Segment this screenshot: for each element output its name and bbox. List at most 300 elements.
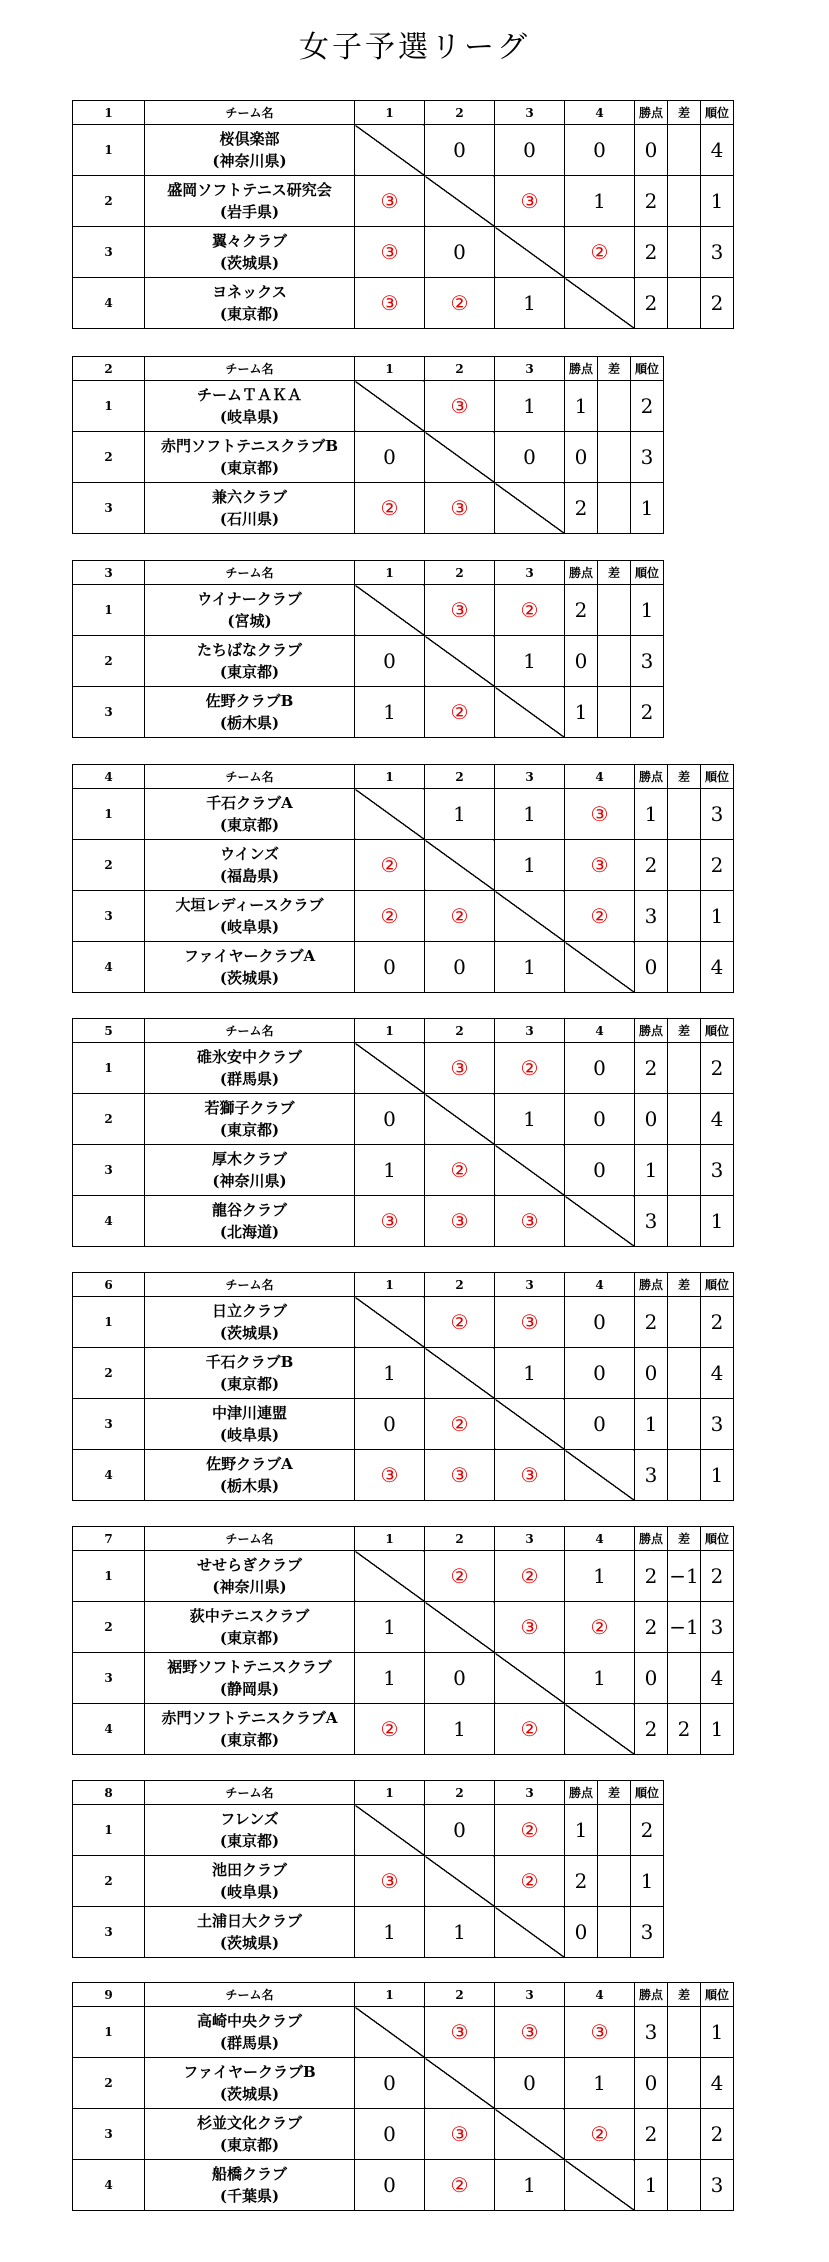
team-prefecture: (岐阜県) bbox=[219, 1426, 280, 1444]
team-number: 3 bbox=[73, 687, 145, 738]
diff-value: −1 bbox=[668, 1602, 701, 1653]
opponent-column-header: 1 bbox=[355, 1273, 425, 1297]
points-value: 2 bbox=[565, 483, 598, 534]
table-row bbox=[73, 176, 734, 227]
team-cell bbox=[145, 1348, 355, 1399]
team-name: せせらぎクラブ bbox=[196, 1556, 302, 1574]
league-table-group-8 bbox=[72, 1780, 664, 1958]
opponent-column-header: 4 bbox=[565, 765, 635, 789]
group-label: 4 bbox=[73, 765, 145, 789]
match-score-win: ③ bbox=[495, 1602, 565, 1653]
rank-value: 1 bbox=[701, 1704, 734, 1755]
diff-header: 差 bbox=[668, 101, 701, 125]
rank-value: 3 bbox=[701, 2160, 734, 2211]
rank-header: 順位 bbox=[631, 1781, 664, 1805]
table-row bbox=[73, 1196, 734, 1247]
match-score: 1 bbox=[565, 1551, 635, 1602]
opponent-column-header: 2 bbox=[425, 561, 495, 585]
team-cell bbox=[145, 1907, 355, 1958]
points-value: 3 bbox=[635, 891, 668, 942]
opponent-column-header: 2 bbox=[425, 101, 495, 125]
team-cell bbox=[145, 2058, 355, 2109]
rank-header: 順位 bbox=[701, 1527, 734, 1551]
table-row bbox=[73, 1907, 664, 1958]
opponent-column-header: 4 bbox=[565, 1983, 635, 2007]
match-score: 0 bbox=[425, 227, 495, 278]
team-number: 1 bbox=[73, 789, 145, 840]
team-prefecture: (神奈川県) bbox=[212, 152, 287, 170]
table-row bbox=[73, 1704, 734, 1755]
diff-header: 差 bbox=[668, 1273, 701, 1297]
team-number: 3 bbox=[73, 1907, 145, 1958]
points-value: 0 bbox=[565, 636, 598, 687]
self-match-diagonal bbox=[355, 1297, 425, 1348]
team-cell bbox=[145, 176, 355, 227]
self-match-diagonal bbox=[565, 2160, 635, 2211]
opponent-column-header: 3 bbox=[495, 1527, 565, 1551]
match-score-win: ③ bbox=[495, 176, 565, 227]
diff-value: −1 bbox=[668, 1551, 701, 1602]
opponent-column-header: 4 bbox=[565, 101, 635, 125]
team-prefecture: (岩手県) bbox=[219, 203, 280, 221]
team-prefecture: (北海道) bbox=[219, 1223, 280, 1241]
match-score-win: ② bbox=[355, 483, 425, 534]
team-name: 若獅子クラブ bbox=[204, 1099, 295, 1117]
team-name: 赤門ソフトテニスクラブA bbox=[161, 1709, 338, 1727]
rank-value: 4 bbox=[701, 1348, 734, 1399]
self-match-diagonal bbox=[425, 840, 495, 891]
team-cell bbox=[145, 687, 355, 738]
header-row bbox=[73, 1527, 734, 1551]
diff-value bbox=[668, 125, 701, 176]
points-value: 1 bbox=[635, 789, 668, 840]
points-value: 2 bbox=[635, 1602, 668, 1653]
match-score-win: ③ bbox=[355, 227, 425, 278]
diff-value bbox=[668, 1297, 701, 1348]
team-number: 4 bbox=[73, 278, 145, 329]
team-prefecture: (東京都) bbox=[219, 459, 280, 477]
match-score-win: ③ bbox=[565, 789, 635, 840]
points-value: 0 bbox=[565, 1907, 598, 1958]
match-score-win: ③ bbox=[565, 840, 635, 891]
opponent-column-header: 3 bbox=[495, 1781, 565, 1805]
diff-value bbox=[668, 840, 701, 891]
opponent-column-header: 3 bbox=[495, 1983, 565, 2007]
team-name: 日立クラブ bbox=[211, 1302, 287, 1320]
points-value: 2 bbox=[635, 1043, 668, 1094]
diff-value bbox=[598, 585, 631, 636]
team-name-header: チーム名 bbox=[145, 1527, 355, 1551]
team-cell bbox=[145, 891, 355, 942]
points-value: 0 bbox=[635, 125, 668, 176]
rank-value: 4 bbox=[701, 1653, 734, 1704]
team-prefecture: (岐阜県) bbox=[219, 1883, 280, 1901]
team-cell bbox=[145, 1145, 355, 1196]
table-row bbox=[73, 125, 734, 176]
self-match-diagonal bbox=[355, 381, 425, 432]
team-name: 翼々クラブ bbox=[211, 232, 287, 250]
diff-value bbox=[668, 789, 701, 840]
table-row bbox=[73, 1043, 734, 1094]
points-value: 1 bbox=[565, 687, 598, 738]
match-score-win: ③ bbox=[425, 1196, 495, 1247]
table-row bbox=[73, 636, 664, 687]
diff-header: 差 bbox=[598, 357, 631, 381]
points-header: 勝点 bbox=[635, 1273, 668, 1297]
diff-value bbox=[668, 1145, 701, 1196]
match-score-win: ③ bbox=[355, 1196, 425, 1247]
team-name: ウイナークラブ bbox=[197, 590, 302, 608]
match-score-win: ③ bbox=[355, 176, 425, 227]
team-cell bbox=[145, 1551, 355, 1602]
rank-header: 順位 bbox=[701, 1983, 734, 2007]
points-value: 1 bbox=[565, 381, 598, 432]
team-number: 3 bbox=[73, 2109, 145, 2160]
rank-header: 順位 bbox=[701, 765, 734, 789]
header-row bbox=[73, 357, 664, 381]
match-score-win: ③ bbox=[565, 2007, 635, 2058]
group-label: 9 bbox=[73, 1983, 145, 2007]
team-cell bbox=[145, 1196, 355, 1247]
team-name: 佐野クラブA bbox=[206, 1455, 293, 1473]
team-number: 2 bbox=[73, 1094, 145, 1145]
points-value: 1 bbox=[565, 1805, 598, 1856]
team-prefecture: (茨城県) bbox=[219, 2085, 280, 2103]
team-prefecture: (東京都) bbox=[219, 2136, 280, 2154]
match-score-win: ③ bbox=[425, 585, 495, 636]
rank-value: 1 bbox=[631, 483, 664, 534]
team-number: 1 bbox=[73, 1805, 145, 1856]
team-number: 3 bbox=[73, 1399, 145, 1450]
match-score-win: ③ bbox=[425, 1043, 495, 1094]
team-name: 裾野ソフトテニスクラブ bbox=[167, 1658, 332, 1676]
match-score: 0 bbox=[355, 1399, 425, 1450]
team-cell bbox=[145, 278, 355, 329]
team-name: 千石クラブB bbox=[205, 1353, 294, 1371]
match-score: 0 bbox=[495, 432, 565, 483]
rank-value: 4 bbox=[701, 2058, 734, 2109]
league-table-group-3 bbox=[72, 560, 664, 738]
table-row bbox=[73, 1297, 734, 1348]
match-score: 0 bbox=[495, 125, 565, 176]
group-label: 7 bbox=[73, 1527, 145, 1551]
match-score: 0 bbox=[565, 1399, 635, 1450]
diff-value bbox=[668, 1094, 701, 1145]
team-name-header: チーム名 bbox=[145, 1983, 355, 2007]
diff-value bbox=[668, 176, 701, 227]
team-name: 大垣レディースクラブ bbox=[175, 896, 324, 914]
rank-value: 2 bbox=[631, 381, 664, 432]
match-score-win: ② bbox=[495, 1551, 565, 1602]
team-prefecture: (神奈川県) bbox=[212, 1172, 287, 1190]
match-score: 0 bbox=[355, 942, 425, 993]
self-match-diagonal bbox=[495, 1907, 565, 1958]
self-match-diagonal bbox=[355, 789, 425, 840]
group-label: 6 bbox=[73, 1273, 145, 1297]
rank-value: 2 bbox=[701, 2109, 734, 2160]
match-score-win: ② bbox=[495, 585, 565, 636]
team-cell bbox=[145, 1704, 355, 1755]
match-score-win: ③ bbox=[425, 2109, 495, 2160]
match-score: 1 bbox=[495, 840, 565, 891]
team-number: 4 bbox=[73, 1196, 145, 1247]
points-header: 勝点 bbox=[565, 1781, 598, 1805]
team-name: 千石クラブA bbox=[206, 794, 293, 812]
self-match-diagonal bbox=[425, 1348, 495, 1399]
self-match-diagonal bbox=[355, 585, 425, 636]
team-name-header: チーム名 bbox=[145, 101, 355, 125]
team-name-header: チーム名 bbox=[145, 1273, 355, 1297]
points-value: 3 bbox=[635, 2007, 668, 2058]
rank-value: 3 bbox=[701, 1145, 734, 1196]
match-score-win: ③ bbox=[425, 483, 495, 534]
opponent-column-header: 4 bbox=[565, 1019, 635, 1043]
team-prefecture: (静岡県) bbox=[219, 1680, 280, 1698]
rank-value: 2 bbox=[631, 1805, 664, 1856]
match-score: 0 bbox=[355, 2160, 425, 2211]
team-prefecture: (福島県) bbox=[219, 867, 280, 885]
team-cell bbox=[145, 942, 355, 993]
points-value: 1 bbox=[635, 2160, 668, 2211]
opponent-column-header: 2 bbox=[425, 357, 495, 381]
rank-value: 3 bbox=[701, 1399, 734, 1450]
opponent-column-header: 1 bbox=[355, 101, 425, 125]
diff-header: 差 bbox=[668, 1019, 701, 1043]
diff-value bbox=[668, 1399, 701, 1450]
team-name: 桜倶楽部 bbox=[219, 130, 280, 148]
team-name: 赤門ソフトテニスクラブB bbox=[160, 437, 339, 455]
league-table-group-9 bbox=[72, 1982, 734, 2211]
header-row bbox=[73, 561, 664, 585]
match-score-win: ② bbox=[565, 891, 635, 942]
team-name-header: チーム名 bbox=[145, 1781, 355, 1805]
self-match-diagonal bbox=[565, 1450, 635, 1501]
points-header: 勝点 bbox=[565, 357, 598, 381]
diff-value bbox=[668, 1653, 701, 1704]
team-prefecture: (群馬県) bbox=[219, 2034, 280, 2052]
team-number: 1 bbox=[73, 125, 145, 176]
match-score-win: ② bbox=[495, 1856, 565, 1907]
rank-value: 1 bbox=[701, 176, 734, 227]
team-prefecture: (岐阜県) bbox=[219, 408, 280, 426]
self-match-diagonal bbox=[565, 1196, 635, 1247]
team-name: 盛岡ソフトテニス研究会 bbox=[167, 181, 332, 199]
team-prefecture: (神奈川県) bbox=[212, 1578, 287, 1596]
match-score: 1 bbox=[495, 789, 565, 840]
rank-header: 順位 bbox=[631, 357, 664, 381]
team-prefecture: (東京都) bbox=[219, 1832, 280, 1850]
team-prefecture: (宮城) bbox=[227, 612, 272, 630]
opponent-column-header: 2 bbox=[425, 1273, 495, 1297]
team-cell bbox=[145, 381, 355, 432]
team-prefecture: (東京都) bbox=[219, 305, 280, 323]
team-name: 高崎中央クラブ bbox=[196, 2012, 302, 2030]
rank-value: 2 bbox=[701, 1297, 734, 1348]
diff-value bbox=[598, 687, 631, 738]
match-score: 1 bbox=[495, 636, 565, 687]
diff-header: 差 bbox=[668, 1527, 701, 1551]
table-row bbox=[73, 381, 664, 432]
opponent-column-header: 1 bbox=[355, 1781, 425, 1805]
match-score: 1 bbox=[495, 381, 565, 432]
header-row bbox=[73, 765, 734, 789]
self-match-diagonal bbox=[495, 891, 565, 942]
team-number: 4 bbox=[73, 942, 145, 993]
rank-value: 3 bbox=[631, 432, 664, 483]
match-score-win: ② bbox=[425, 891, 495, 942]
group-label: 5 bbox=[73, 1019, 145, 1043]
header-row bbox=[73, 1781, 664, 1805]
table-row bbox=[73, 585, 664, 636]
points-header: 勝点 bbox=[635, 101, 668, 125]
team-cell bbox=[145, 227, 355, 278]
table-row bbox=[73, 687, 664, 738]
table-row bbox=[73, 1551, 734, 1602]
self-match-diagonal bbox=[425, 636, 495, 687]
table-row bbox=[73, 1450, 734, 1501]
team-name: 厚木クラブ bbox=[211, 1150, 287, 1168]
team-prefecture: (栃木県) bbox=[219, 1477, 280, 1495]
rank-value: 1 bbox=[701, 2007, 734, 2058]
rank-value: 3 bbox=[631, 636, 664, 687]
team-name-header: チーム名 bbox=[145, 1019, 355, 1043]
team-prefecture: (東京都) bbox=[219, 816, 280, 834]
group-label: 8 bbox=[73, 1781, 145, 1805]
table-row bbox=[73, 1856, 664, 1907]
points-header: 勝点 bbox=[635, 1983, 668, 2007]
points-value: 2 bbox=[565, 585, 598, 636]
team-cell bbox=[145, 585, 355, 636]
team-prefecture: (東京都) bbox=[219, 1121, 280, 1139]
match-score-win: ③ bbox=[425, 1450, 495, 1501]
points-value: 0 bbox=[635, 1348, 668, 1399]
match-score-win: ③ bbox=[495, 1196, 565, 1247]
table-row bbox=[73, 1399, 734, 1450]
rank-header: 順位 bbox=[701, 1019, 734, 1043]
table-row bbox=[73, 1805, 664, 1856]
table-row bbox=[73, 227, 734, 278]
diff-value bbox=[668, 2160, 701, 2211]
opponent-column-header: 2 bbox=[425, 1527, 495, 1551]
team-prefecture: (茨城県) bbox=[219, 1934, 280, 1952]
points-header: 勝点 bbox=[635, 765, 668, 789]
match-score: 1 bbox=[355, 1907, 425, 1958]
opponent-column-header: 1 bbox=[355, 1983, 425, 2007]
team-cell bbox=[145, 1043, 355, 1094]
team-name: チームＴＡＫＡ bbox=[196, 386, 302, 404]
match-score-win: ③ bbox=[425, 2007, 495, 2058]
rank-value: 3 bbox=[701, 227, 734, 278]
match-score-win: ② bbox=[425, 1551, 495, 1602]
points-header: 勝点 bbox=[565, 561, 598, 585]
points-value: 2 bbox=[635, 1297, 668, 1348]
self-match-diagonal bbox=[495, 1145, 565, 1196]
match-score: 0 bbox=[565, 1094, 635, 1145]
points-value: 0 bbox=[635, 1094, 668, 1145]
header-row bbox=[73, 101, 734, 125]
opponent-column-header: 3 bbox=[495, 1273, 565, 1297]
diff-value bbox=[668, 2007, 701, 2058]
team-name-header: チーム名 bbox=[145, 765, 355, 789]
rank-value: 1 bbox=[631, 585, 664, 636]
rank-value: 1 bbox=[631, 1856, 664, 1907]
team-prefecture: (東京都) bbox=[219, 1629, 280, 1647]
diff-value bbox=[598, 1805, 631, 1856]
table-row bbox=[73, 2160, 734, 2211]
team-number: 1 bbox=[73, 1551, 145, 1602]
self-match-diagonal bbox=[495, 1399, 565, 1450]
opponent-column-header: 2 bbox=[425, 1781, 495, 1805]
opponent-column-header: 1 bbox=[355, 1527, 425, 1551]
table-row bbox=[73, 840, 734, 891]
league-table-group-6 bbox=[72, 1272, 734, 1501]
opponent-column-header: 4 bbox=[565, 1527, 635, 1551]
header-row bbox=[73, 1019, 734, 1043]
team-number: 4 bbox=[73, 1450, 145, 1501]
team-name: ファイヤークラブB bbox=[183, 2063, 316, 2081]
rank-value: 3 bbox=[701, 789, 734, 840]
page-title: 女子予選リーグ bbox=[299, 30, 530, 65]
header-row bbox=[73, 1983, 734, 2007]
team-name: 兼六クラブ bbox=[211, 488, 287, 506]
team-prefecture: (東京都) bbox=[219, 1731, 280, 1749]
team-prefecture: (石川県) bbox=[219, 510, 280, 528]
team-number: 3 bbox=[73, 483, 145, 534]
match-score: 0 bbox=[355, 2058, 425, 2109]
team-number: 3 bbox=[73, 1145, 145, 1196]
match-score-win: ② bbox=[355, 1704, 425, 1755]
points-value: 2 bbox=[635, 1704, 668, 1755]
match-score-win: ② bbox=[425, 687, 495, 738]
team-cell bbox=[145, 1297, 355, 1348]
match-score: 0 bbox=[355, 2109, 425, 2160]
team-name: ウインズ bbox=[219, 845, 280, 863]
match-score-win: ② bbox=[495, 1805, 565, 1856]
team-number: 1 bbox=[73, 1043, 145, 1094]
match-score: 0 bbox=[565, 125, 635, 176]
points-value: 2 bbox=[635, 1551, 668, 1602]
self-match-diagonal bbox=[425, 432, 495, 483]
self-match-diagonal bbox=[565, 278, 635, 329]
team-name: ヨネックス bbox=[212, 283, 287, 301]
team-name: たちばなクラブ bbox=[196, 641, 302, 659]
self-match-diagonal bbox=[425, 176, 495, 227]
match-score-win: ② bbox=[355, 840, 425, 891]
group-label: 2 bbox=[73, 357, 145, 381]
team-cell bbox=[145, 1094, 355, 1145]
points-value: 0 bbox=[635, 942, 668, 993]
team-prefecture: (茨城県) bbox=[219, 1324, 280, 1342]
team-number: 2 bbox=[73, 432, 145, 483]
diff-value bbox=[668, 1196, 701, 1247]
points-header: 勝点 bbox=[635, 1527, 668, 1551]
match-score: 1 bbox=[355, 1348, 425, 1399]
rank-value: 3 bbox=[701, 1602, 734, 1653]
self-match-diagonal bbox=[565, 1704, 635, 1755]
league-table-group-1 bbox=[72, 100, 734, 329]
diff-value: 2 bbox=[668, 1704, 701, 1755]
match-score-win: ③ bbox=[495, 1297, 565, 1348]
self-match-diagonal bbox=[495, 1653, 565, 1704]
team-number: 3 bbox=[73, 1653, 145, 1704]
team-cell bbox=[145, 789, 355, 840]
match-score: 0 bbox=[355, 1094, 425, 1145]
team-name-header: チーム名 bbox=[145, 357, 355, 381]
league-table-group-7 bbox=[72, 1526, 734, 1755]
diff-value bbox=[668, 1348, 701, 1399]
match-score: 1 bbox=[565, 176, 635, 227]
table-row bbox=[73, 1653, 734, 1704]
